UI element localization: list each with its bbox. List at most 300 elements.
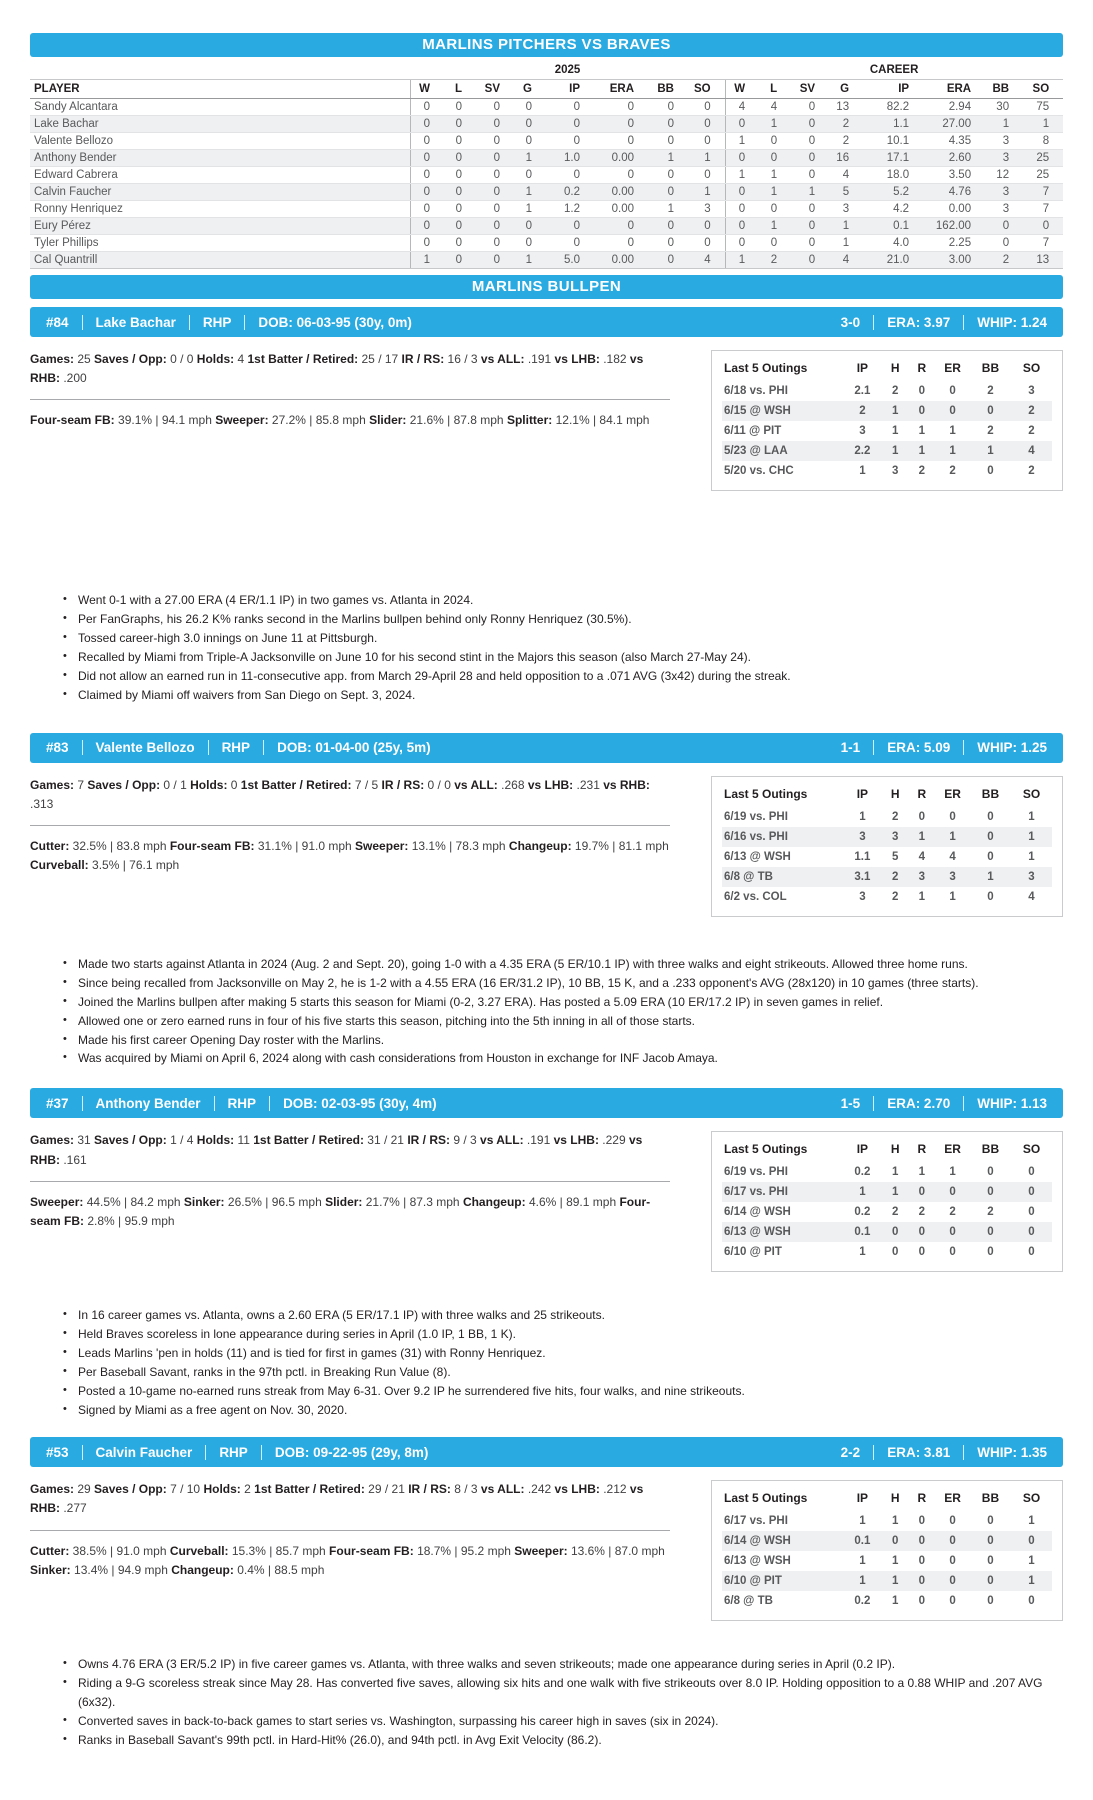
stat-cell-career: 21.0 xyxy=(863,252,923,269)
player-whip: WHIP: 1.25 xyxy=(977,740,1047,756)
outing-stat-cell: 3 xyxy=(1028,870,1035,883)
outing-stat-cell: 2 xyxy=(918,465,926,477)
stat-label: Slider: xyxy=(369,413,407,428)
stat-value: .268 xyxy=(497,777,528,792)
column-header: BB xyxy=(981,1142,1000,1157)
stat-value: 13.1% | 78.3 mph xyxy=(408,839,509,854)
stat-cell-career: 2 xyxy=(829,133,863,150)
column-header: R xyxy=(917,361,927,375)
stat-cell-2025: 0 xyxy=(648,116,688,133)
stat-label: Saves / Opp: xyxy=(94,352,167,366)
stat-cell-2025: 0 xyxy=(594,167,648,184)
player-season-stats xyxy=(30,776,670,814)
card-left-column xyxy=(30,1131,670,1272)
stat-cell-2025: 0 xyxy=(594,99,648,116)
player-hand: RHP xyxy=(219,1444,248,1460)
outing-stat-cell: 0.2 xyxy=(854,1166,871,1179)
stat-cell-2025: 0 xyxy=(594,235,648,252)
outing-game-cell: 6/13 @ WSH xyxy=(724,1555,791,1568)
stat-cell-2025: 1.0 xyxy=(546,150,594,167)
note-item: • Held Braves scoreless in lone appearance during series in April (1.0 IP, 1 BB, 1 K). xyxy=(60,1325,1052,1344)
stat-cell-2025: 1.2 xyxy=(546,201,594,218)
stat-label: Games: xyxy=(30,777,75,792)
player-hand: RHP xyxy=(202,314,232,330)
outing-stat-cell: 2 xyxy=(949,1206,956,1219)
stat-cell-career: 25 xyxy=(1023,167,1063,184)
outing-row xyxy=(722,887,1052,907)
outing-stat-cell: 1 xyxy=(918,425,926,437)
stat-cell-career: 7 xyxy=(1023,235,1063,252)
stat-label: Changeup: xyxy=(508,839,572,854)
outing-game-cell: 6/10 @ PIT xyxy=(724,1246,782,1259)
column-header: IP xyxy=(856,1142,869,1157)
divider-line xyxy=(30,1181,670,1182)
stat-value: 13.6% | 87.0 mph xyxy=(567,1543,665,1558)
note-item: • Riding a 9-G scoreless streak since May 28. Has converted five saves, allowing six hits and one walk with five strikeouts over 8.0 IP. Holding opposition to a 0.88 WHIP and .207 AVG (6x32). xyxy=(60,1674,1052,1712)
stat-label: vs ALL: xyxy=(454,777,498,792)
stat-cell-2025: 0 xyxy=(444,201,476,218)
column-header: BB xyxy=(981,1491,1000,1506)
outing-stat-cell: 3 xyxy=(859,425,866,437)
player-name-cell: Calvin Faucher xyxy=(30,184,410,201)
stat-value: 0 / 0 xyxy=(424,777,455,792)
stat-cell-career: 18.0 xyxy=(863,167,923,184)
stat-value: 39.1% | 94.1 mph xyxy=(114,413,216,428)
stat-cell-career: 0 xyxy=(725,201,759,218)
column-header: BB xyxy=(981,786,1000,801)
outings-header xyxy=(722,1489,1052,1511)
stat-cell-career: 0 xyxy=(791,235,829,252)
outing-stat-cell: 0 xyxy=(1028,1535,1035,1548)
column-header: IP xyxy=(856,1491,869,1506)
outing-stat-cell: 0 xyxy=(949,1595,956,1608)
outing-game-cell: 6/19 vs. PHI xyxy=(724,810,788,823)
stat-cell-2025: 0 xyxy=(594,133,648,150)
outing-stat-cell: 0 xyxy=(1028,1226,1035,1239)
stat-cell-2025: 0 xyxy=(410,99,444,116)
player-name-cell: Ronny Henriquez xyxy=(30,201,410,218)
outing-stat-cell: 0 xyxy=(987,1186,994,1199)
stat-label: Saves / Opp: xyxy=(94,1482,167,1497)
stat-cell-2025: 0 xyxy=(444,184,476,201)
stat-cell-2025: 0 xyxy=(410,218,444,235)
outing-stat-cell: 0 xyxy=(1028,1206,1035,1219)
player-name-cell: Sandy Alcantara xyxy=(30,99,410,116)
stat-cell-career: 5 xyxy=(829,184,863,201)
divider xyxy=(214,1096,215,1111)
stat-label: vs ALL: xyxy=(480,1482,525,1497)
stat-cell-2025: 0 xyxy=(594,218,648,235)
stat-cell-career: 3.00 xyxy=(923,252,985,269)
stat-cell-career: 0 xyxy=(725,235,759,252)
stat-label: vs LHB: xyxy=(553,1133,599,1148)
stat-cell-2025: 1 xyxy=(514,184,546,201)
player-pitch-mix xyxy=(30,1193,670,1231)
column-header: IP xyxy=(856,786,869,801)
stat-cell-2025: 4 xyxy=(688,252,725,269)
stat-label: 1st Batter / Retired: xyxy=(240,777,352,792)
card-body xyxy=(30,1480,1063,1621)
player-dob: DOB: 06-03-95 (30y, 0m) xyxy=(258,314,412,330)
player-record: 1-1 xyxy=(840,740,861,756)
stat-cell-2025: 0 xyxy=(546,167,594,184)
outing-game-cell: 6/19 vs. PHI xyxy=(724,1166,788,1179)
column-header: SO xyxy=(1022,1491,1041,1506)
player-pitch-mix xyxy=(30,837,670,875)
stat-cell-career: 0 xyxy=(1023,218,1063,235)
last-5-outings-table xyxy=(722,359,1052,481)
outing-stat-cell: 2 xyxy=(949,465,956,477)
outing-stat-cell: 2 xyxy=(891,890,899,903)
stat-label: vs LHB: xyxy=(527,777,574,792)
stat-cell-2025: 0 xyxy=(648,167,688,184)
outing-stat-cell: 1 xyxy=(1028,830,1035,843)
divider xyxy=(82,315,83,330)
divider xyxy=(261,1445,262,1460)
outing-stat-cell: 0 xyxy=(918,1246,926,1259)
stat-cell-career: 3 xyxy=(985,201,1023,218)
stat-cell-career: 1 xyxy=(725,167,759,184)
note-item: • Did not allow an earned run in 11-consecutive app. from March 29-April 28 and held opposition to a .071 AVG (3x42) during the streak. xyxy=(60,667,1052,686)
stat-value: 15.3% | 85.7 mph xyxy=(228,1543,330,1558)
pitchers-vs-braves-table xyxy=(30,62,1063,269)
outing-stat-cell: 2 xyxy=(987,385,994,397)
outing-stat-cell: 1 xyxy=(859,1575,866,1588)
stat-cell-career: 5.2 xyxy=(863,184,923,201)
outing-stat-cell: 0 xyxy=(949,1186,956,1199)
outing-game-cell: 6/17 vs. PHI xyxy=(724,1186,788,1199)
outing-game-cell: 6/8 @ TB xyxy=(724,870,773,883)
player-number: #83 xyxy=(46,740,69,756)
outing-game-cell: 6/8 @ TB xyxy=(724,1595,773,1608)
stat-value: 7 / 10 xyxy=(166,1482,204,1497)
outings-body xyxy=(722,1162,1052,1262)
outing-stat-cell: 0 xyxy=(949,1575,956,1588)
stat-label: Four-seam FB: xyxy=(30,413,115,428)
stat-cell-2025: 0 xyxy=(688,116,725,133)
group-header-career: CAREER xyxy=(869,64,919,76)
player-identity xyxy=(46,1445,428,1460)
divider xyxy=(263,740,264,755)
player-notes xyxy=(60,1306,1063,1420)
player-name: Valente Bellozo xyxy=(95,740,195,756)
stat-cell-2025: 0 xyxy=(648,133,688,150)
stat-label: vs RHB: xyxy=(30,1482,644,1516)
stat-cell-career: 1 xyxy=(759,218,791,235)
stat-cell-career: 8 xyxy=(1023,133,1063,150)
player-pitch-mix xyxy=(30,1542,670,1580)
card-body xyxy=(30,776,1063,921)
player-card-header xyxy=(30,1437,1063,1467)
stat-cell-2025: 3 xyxy=(688,201,725,218)
stat-cell-2025: 0 xyxy=(514,99,546,116)
stat-cell-career: 1 xyxy=(829,235,863,252)
player-record: 3-0 xyxy=(840,314,861,330)
column-header: ERA xyxy=(594,80,648,99)
player-name: Calvin Faucher xyxy=(95,1444,193,1460)
player-pitch-mix xyxy=(30,411,670,430)
outing-stat-cell: 1 xyxy=(859,1555,866,1568)
divider xyxy=(82,1096,83,1111)
note-item: • Posted a 10-game no-earned runs streak from May 6-31. Over 9.2 IP he surrendered five hits, four walks, and nine strikeouts. xyxy=(60,1382,1052,1401)
stat-cell-2025: 0 xyxy=(444,116,476,133)
stat-cell-2025: 0 xyxy=(476,150,514,167)
player-whip: WHIP: 1.35 xyxy=(977,1444,1047,1460)
stat-value: 0 xyxy=(227,777,241,792)
divider xyxy=(963,315,964,330)
column-header: R xyxy=(917,1142,927,1157)
outing-stat-cell: 0 xyxy=(987,465,994,477)
stat-value: 4.6% | 89.1 mph xyxy=(525,1194,620,1209)
column-header: ER xyxy=(944,786,961,801)
stat-value: 0 / 0 xyxy=(166,352,197,366)
player-name-cell: Eury Pérez xyxy=(30,218,410,235)
outing-row xyxy=(722,867,1052,887)
note-item: • Leads Marlins 'pen in holds (11) and is tied for first in games (31) with Ronny Henriquez. xyxy=(60,1344,1052,1363)
note-item: • In 16 career games vs. Atlanta, owns a 2.60 ERA (5 ER/17.1 IP) with three walks and 25 strikeouts. xyxy=(60,1306,1052,1325)
stat-cell-2025: 1 xyxy=(688,184,725,201)
outings-header-row xyxy=(722,1489,1052,1511)
last-5-outings-box xyxy=(711,1480,1063,1621)
last-5-outings-table xyxy=(722,1140,1052,1262)
stat-label: IR / RS: xyxy=(408,1482,451,1497)
stat-cell-2025: 1 xyxy=(514,252,546,269)
stat-value: 13.4% | 94.9 mph xyxy=(70,1562,172,1577)
outing-stat-cell: 1 xyxy=(1028,810,1035,823)
outing-stat-cell: 3 xyxy=(891,465,899,477)
outing-stat-cell: 1 xyxy=(987,445,994,457)
outing-row xyxy=(722,461,1052,481)
outing-stat-cell: 0 xyxy=(987,1515,994,1528)
outings-header xyxy=(722,785,1052,807)
stat-value: 38.5% | 91.0 mph xyxy=(69,1543,170,1558)
player-summary-stats xyxy=(841,1445,1047,1460)
stat-label: Holds: xyxy=(196,352,235,366)
column-header: L xyxy=(444,80,476,99)
stat-value: 32.5% | 83.8 mph xyxy=(69,839,170,854)
stat-cell-2025: 0 xyxy=(444,218,476,235)
outing-stat-cell: 0 xyxy=(949,385,956,397)
outing-row xyxy=(722,441,1052,461)
column-header: R xyxy=(917,1491,927,1506)
stat-cell-2025: 0 xyxy=(476,99,514,116)
stat-label: vs LHB: xyxy=(554,352,600,366)
divider xyxy=(873,1096,874,1111)
top-banner-title: MARLINS PITCHERS VS BRAVES xyxy=(30,33,1063,57)
stat-cell-career: 10.1 xyxy=(863,133,923,150)
outing-stat-cell: 3 xyxy=(891,830,899,843)
outing-game-cell: 6/10 @ PIT xyxy=(724,1575,782,1588)
stat-cell-career: 1 xyxy=(829,218,863,235)
outing-stat-cell: 3 xyxy=(859,890,866,903)
divider xyxy=(82,740,83,755)
outing-stat-cell: 1 xyxy=(918,1166,926,1179)
column-header: IP xyxy=(863,80,923,99)
stat-value: 31 xyxy=(74,1133,95,1148)
column-header: SV xyxy=(791,80,829,99)
player-name: Anthony Bender xyxy=(95,1095,201,1111)
divider xyxy=(244,315,245,330)
outing-stat-cell: 0.2 xyxy=(854,1206,871,1219)
outing-stat-cell: 0 xyxy=(987,405,994,417)
outing-stat-cell: 1 xyxy=(949,1166,956,1179)
stat-label: Four-seam FB: xyxy=(169,839,255,854)
outing-stat-cell: 1 xyxy=(891,1515,899,1528)
stat-label: Cutter: xyxy=(30,1543,70,1558)
stat-cell-career: 4 xyxy=(759,99,791,116)
stat-label: Games: xyxy=(30,352,75,366)
stat-cell-2025: 0.00 xyxy=(594,201,648,218)
stat-cell-career: 0 xyxy=(759,133,791,150)
stat-label: Sweeper: xyxy=(30,1194,84,1209)
table-row xyxy=(30,201,1063,218)
stat-cell-career: 0 xyxy=(791,252,829,269)
stat-value: 26.5% | 96.5 mph xyxy=(224,1194,326,1209)
stat-cell-career: 1 xyxy=(725,252,759,269)
stat-cell-career: 0 xyxy=(725,218,759,235)
table-row xyxy=(30,218,1063,235)
stat-cell-2025: 0 xyxy=(476,116,514,133)
stat-value: 19.7% | 81.1 mph xyxy=(571,839,669,854)
outing-stat-cell: 5 xyxy=(891,850,899,863)
outing-stat-cell: 0 xyxy=(949,1226,956,1239)
divider-line xyxy=(30,399,670,400)
stat-cell-2025: 0.00 xyxy=(594,150,648,167)
stat-value: 27.2% | 85.8 mph xyxy=(268,413,370,428)
stat-cell-career: 1.1 xyxy=(863,116,923,133)
divider xyxy=(82,1445,83,1460)
table-row xyxy=(30,167,1063,184)
column-header: SO xyxy=(688,80,725,99)
stat-cell-2025: 0 xyxy=(410,201,444,218)
outing-game-cell: 6/11 @ PIT xyxy=(724,425,782,437)
column-header: G xyxy=(829,80,863,99)
stat-cell-career: 16 xyxy=(829,150,863,167)
divider-line xyxy=(30,1530,670,1531)
stat-cell-career: 4 xyxy=(829,252,863,269)
stat-cell-career: 2.60 xyxy=(923,150,985,167)
stat-cell-career: 1 xyxy=(759,116,791,133)
stat-value: 44.5% | 84.2 mph xyxy=(83,1194,184,1209)
stat-label: Changeup: xyxy=(462,1194,526,1209)
outing-stat-cell: 1 xyxy=(1028,1575,1035,1588)
outing-stat-cell: 2 xyxy=(891,385,899,397)
player-summary-stats xyxy=(841,315,1047,330)
stat-cell-2025: 0 xyxy=(444,150,476,167)
outing-stat-cell: 0 xyxy=(987,890,994,903)
stat-cell-career: 0 xyxy=(791,99,829,116)
outing-row xyxy=(722,1591,1052,1611)
card-body xyxy=(30,350,1063,491)
stat-label: 1st Batter / Retired: xyxy=(247,352,359,366)
stat-cell-2025: 0 xyxy=(648,99,688,116)
stat-cell-career: 13 xyxy=(1023,252,1063,269)
outing-stat-cell: 2 xyxy=(1028,405,1035,417)
outing-stat-cell: 1 xyxy=(891,425,899,437)
stat-value: 0.4% | 88.5 mph xyxy=(233,1562,325,1577)
table-row xyxy=(30,116,1063,133)
stat-value: .313 xyxy=(30,796,54,811)
table-row xyxy=(30,99,1063,116)
player-record: 2-2 xyxy=(840,1444,861,1460)
stat-label: IR / RS: xyxy=(381,777,425,792)
stat-value: 3.5% | 76.1 mph xyxy=(88,858,180,873)
stat-label: vs RHB: xyxy=(30,352,644,386)
stat-cell-2025: 0 xyxy=(476,235,514,252)
outing-stat-cell: 1 xyxy=(1028,1515,1035,1528)
outing-stat-cell: 3 xyxy=(949,870,956,883)
outing-stat-cell: 3 xyxy=(918,870,926,883)
stat-value: 29 xyxy=(74,1482,95,1497)
stat-cell-2025: 1 xyxy=(648,201,688,218)
outings-title: Last 5 Outings xyxy=(724,786,808,801)
stat-cell-career: 4.0 xyxy=(863,235,923,252)
player-dob: DOB: 02-03-95 (30y, 4m) xyxy=(283,1095,437,1111)
player-hand: RHP xyxy=(221,740,251,756)
stat-cell-2025: 0 xyxy=(476,252,514,269)
stat-cell-2025: 0 xyxy=(444,235,476,252)
outing-game-cell: 5/20 vs. CHC xyxy=(724,465,794,477)
outing-stat-cell: 1 xyxy=(918,830,926,843)
stat-label: Cutter: xyxy=(30,839,70,854)
stat-value: 11 xyxy=(234,1133,254,1148)
outings-header-row xyxy=(722,785,1052,807)
stat-cell-2025: 0 xyxy=(514,116,546,133)
outing-stat-cell: 0 xyxy=(987,1555,994,1568)
outing-row xyxy=(722,1242,1052,1262)
stat-cell-career: 75 xyxy=(1023,99,1063,116)
player-hand: RHP xyxy=(227,1095,257,1111)
column-header: SO xyxy=(1022,786,1041,801)
player-name-cell: Valente Bellozo xyxy=(30,133,410,150)
stat-label: Changeup: xyxy=(171,1562,234,1577)
stat-label: Games: xyxy=(30,1482,75,1497)
outing-row xyxy=(722,1162,1052,1182)
stat-cell-career: 0 xyxy=(725,184,759,201)
stat-cell-2025: 0 xyxy=(514,167,546,184)
stat-value: .231 xyxy=(573,777,604,792)
stat-cell-2025: 0 xyxy=(410,116,444,133)
divider xyxy=(873,1445,874,1460)
stat-label: vs RHB: xyxy=(603,777,650,792)
note-item: • Was acquired by Miami on April 6, 2024 along with cash considerations from Houston in exchange for INF Jacob Amaya. xyxy=(60,1049,1052,1068)
stat-cell-career: 1 xyxy=(791,184,829,201)
divider xyxy=(208,740,209,755)
note-item: • Per FanGraphs, his 26.2 K% ranks second in the Marlins bullpen behind only Ronny Henriquez (30.5%). xyxy=(60,610,1052,629)
outing-stat-cell: 1 xyxy=(918,890,926,903)
stat-value: 2.8% | 95.9 mph xyxy=(84,1214,175,1228)
note-item: • Claimed by Miami off waivers from San Diego on Sept. 3, 2024. xyxy=(60,686,1052,705)
stat-label: Saves / Opp: xyxy=(94,1133,167,1148)
player-notes xyxy=(60,591,1063,705)
outing-stat-cell: 0 xyxy=(987,1575,994,1588)
stat-label: 1st Batter / Retired: xyxy=(254,1482,365,1497)
stat-value: .212 xyxy=(599,1482,630,1497)
stat-value: .277 xyxy=(60,1501,87,1516)
stat-cell-career: 1 xyxy=(759,167,791,184)
table-row xyxy=(30,235,1063,252)
player-card-lake-bachar xyxy=(30,307,1063,705)
outings-title: Last 5 Outings xyxy=(724,1491,808,1506)
player-number: #84 xyxy=(46,314,69,330)
outing-stat-cell: 1 xyxy=(859,1246,866,1259)
stat-value: 25 xyxy=(74,352,95,366)
player-card-header xyxy=(30,733,1063,763)
stat-cell-career: 3 xyxy=(829,201,863,218)
player-era: ERA: 5.09 xyxy=(887,740,951,756)
outings-title: Last 5 Outings xyxy=(724,1142,808,1157)
stat-cell-career: 1 xyxy=(725,133,759,150)
